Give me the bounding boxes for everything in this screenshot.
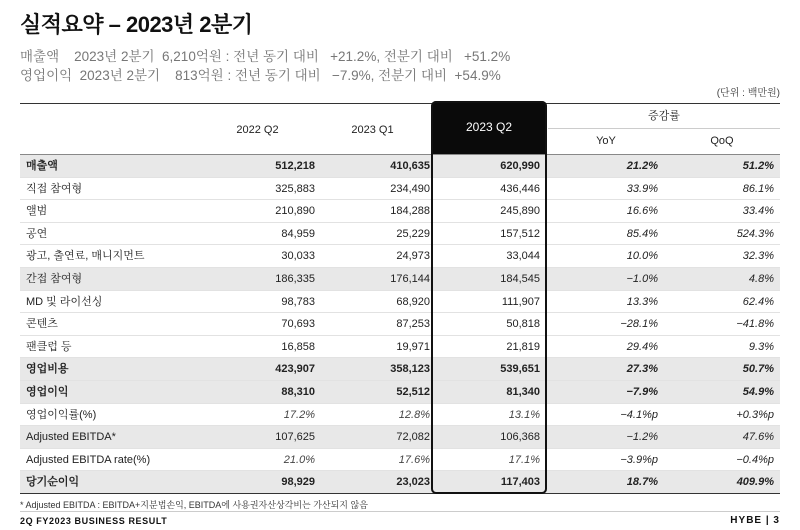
operating-profit-summary: 영업이익 2023년 2분기 813억원 : 전년 동기 대비 −7.9%, 전분기 대비 +54.9% xyxy=(20,68,501,83)
value-yoy: −7.9% xyxy=(626,385,658,398)
value-yoy: −28.1% xyxy=(620,318,658,331)
table-row xyxy=(20,426,780,449)
col-header-yoy: YoY xyxy=(596,135,616,147)
value-2023q1: 17.6% xyxy=(398,453,430,466)
value-2023q2: 33,044 xyxy=(506,250,540,263)
page-title: 실적요약 – 2023년 2분기 xyxy=(20,12,253,37)
value-2023q1: 52,512 xyxy=(396,385,430,398)
value-yoy: 85.4% xyxy=(626,227,658,240)
value-2023q2: 620,990 xyxy=(500,160,540,172)
value-yoy: −3.9%p xyxy=(620,453,658,466)
value-qoq: 50.7% xyxy=(742,363,774,376)
row-label: 팬클럽 등 xyxy=(26,340,72,353)
value-2022q2: 98,929 xyxy=(281,476,315,489)
value-2023q1: 24,973 xyxy=(396,250,430,263)
table-row xyxy=(20,449,780,472)
value-2022q2: 21.0% xyxy=(283,453,315,466)
value-2023q1: 87,253 xyxy=(396,318,430,331)
value-2023q1: 410,635 xyxy=(390,160,430,172)
value-2023q2: 13.1% xyxy=(508,408,540,421)
value-qoq: 86.1% xyxy=(742,182,774,195)
value-qoq: 51.2% xyxy=(742,160,774,172)
value-qoq: 409.9% xyxy=(736,476,774,489)
value-2022q2: 210,890 xyxy=(275,205,315,218)
value-yoy: 10.0% xyxy=(626,250,658,263)
value-2023q1: 72,082 xyxy=(396,431,430,444)
value-yoy: 18.7% xyxy=(626,476,658,489)
value-yoy: 16.6% xyxy=(626,205,658,218)
value-2022q2: 70,693 xyxy=(281,318,315,331)
row-label: 공연 xyxy=(26,227,48,240)
value-qoq: 32.3% xyxy=(742,250,774,263)
value-2022q2: 107,625 xyxy=(275,431,315,444)
table-row xyxy=(20,358,780,381)
value-2023q1: 184,288 xyxy=(390,205,430,218)
value-yoy: 21.2% xyxy=(626,160,658,172)
value-2022q2: 98,783 xyxy=(281,295,315,308)
value-2023q1: 68,920 xyxy=(396,295,430,308)
row-label: 콘텐츠 xyxy=(26,318,58,331)
value-qoq: 54.9% xyxy=(742,385,774,398)
value-2023q2: 17.1% xyxy=(508,453,540,466)
value-2022q2: 423,907 xyxy=(275,363,315,376)
footnote: * Adjusted EBITDA : EBITDA+지분법손익, EBITDA에 사용권자산상각비는 가산되지 않음 xyxy=(20,500,368,510)
table-bottom-rule xyxy=(20,493,780,494)
value-2023q1: 23,023 xyxy=(396,476,430,489)
row-label: MD 및 라이선싱 xyxy=(26,295,103,308)
revenue-summary: 매출액 2023년 2분기 6,210억원 : 전년 동기 대비 +21.2%, 전분기 대비 +51.2% xyxy=(20,49,511,64)
row-label: 매출액 xyxy=(26,160,58,172)
row-label: Adjusted EBITDA* xyxy=(26,431,116,444)
row-label: Adjusted EBITDA rate(%) xyxy=(26,453,151,466)
value-2023q2: 539,651 xyxy=(500,363,540,376)
table-row xyxy=(20,404,780,427)
value-2023q2: 81,340 xyxy=(506,385,540,398)
footer-report-title: 2Q FY2023 BUSINESS RESULT xyxy=(20,516,168,526)
value-2023q1: 358,123 xyxy=(390,363,430,376)
row-label: 앨범 xyxy=(26,205,48,218)
row-label: 직접 참여형 xyxy=(26,182,83,195)
row-label: 광고, 출연료, 매니지먼트 xyxy=(26,250,145,263)
value-2022q2: 16,858 xyxy=(281,340,315,353)
value-qoq: −0.4%p xyxy=(736,453,774,466)
value-yoy: −1.0% xyxy=(626,272,658,285)
col-header-2022q2: 2022 Q2 xyxy=(236,124,279,136)
row-label: 영업비용 xyxy=(26,363,69,376)
value-yoy: 33.9% xyxy=(626,182,658,195)
value-2023q1: 176,144 xyxy=(390,272,430,285)
value-2023q2: 106,368 xyxy=(500,431,540,444)
value-2023q1: 234,490 xyxy=(390,182,430,195)
table-row xyxy=(20,223,780,246)
value-2023q2: 436,446 xyxy=(500,182,540,195)
table-row xyxy=(20,291,780,314)
footer-divider xyxy=(20,511,780,512)
table-row xyxy=(20,381,780,404)
table-row xyxy=(20,245,780,268)
value-yoy: 29.4% xyxy=(626,340,658,353)
table-row xyxy=(20,200,780,223)
col-header-2023q2: 2023 Q2 xyxy=(431,101,547,154)
row-label: 영업이익률(%) xyxy=(26,408,97,421)
value-2023q1: 25,229 xyxy=(396,227,430,240)
value-qoq: 62.4% xyxy=(742,295,774,308)
value-qoq: 524.3% xyxy=(736,227,774,240)
value-2023q2: 184,545 xyxy=(500,272,540,285)
value-2022q2: 84,959 xyxy=(281,227,315,240)
row-label: 당기순이익 xyxy=(26,476,80,489)
table-row xyxy=(20,336,780,359)
financial-table-body xyxy=(20,155,780,494)
col-header-2023q1: 2023 Q1 xyxy=(351,124,394,136)
value-qoq: +0.3%p xyxy=(736,408,774,421)
value-2022q2: 325,883 xyxy=(275,182,315,195)
value-yoy: −4.1%p xyxy=(620,408,658,421)
unit-label: (단위 : 백만원) xyxy=(716,88,780,99)
value-2022q2: 17.2% xyxy=(283,408,315,421)
value-2023q1: 19,971 xyxy=(396,340,430,353)
value-2023q2: 117,403 xyxy=(500,476,540,489)
col-header-qoq: QoQ xyxy=(710,135,734,147)
value-2022q2: 186,335 xyxy=(275,272,315,285)
value-yoy: −1.2% xyxy=(626,431,658,444)
table-row xyxy=(20,268,780,291)
growth-rate-header: 증감률 xyxy=(648,110,680,122)
value-2023q2: 157,512 xyxy=(500,227,540,240)
table-row xyxy=(20,155,780,178)
row-label: 영업이익 xyxy=(26,385,69,398)
value-qoq: 9.3% xyxy=(748,340,774,353)
value-2022q2: 88,310 xyxy=(281,385,315,398)
row-label: 간접 참여형 xyxy=(26,272,83,285)
value-2022q2: 30,033 xyxy=(281,250,315,263)
value-qoq: −41.8% xyxy=(736,318,774,331)
footer-page-number: HYBE | 3 xyxy=(730,515,780,526)
value-2023q2: 245,890 xyxy=(500,205,540,218)
value-2023q1: 12.8% xyxy=(398,408,430,421)
value-qoq: 4.8% xyxy=(748,272,774,285)
value-2023q2: 50,818 xyxy=(506,318,540,331)
value-qoq: 47.6% xyxy=(742,431,774,444)
value-2023q2: 111,907 xyxy=(501,295,540,308)
value-yoy: 13.3% xyxy=(626,295,658,308)
value-yoy: 27.3% xyxy=(626,363,658,376)
value-2022q2: 512,218 xyxy=(275,160,315,172)
table-row xyxy=(20,178,780,201)
value-qoq: 33.4% xyxy=(742,205,774,218)
value-2023q2: 21,819 xyxy=(506,340,540,353)
table-row xyxy=(20,471,780,494)
table-row xyxy=(20,313,780,336)
